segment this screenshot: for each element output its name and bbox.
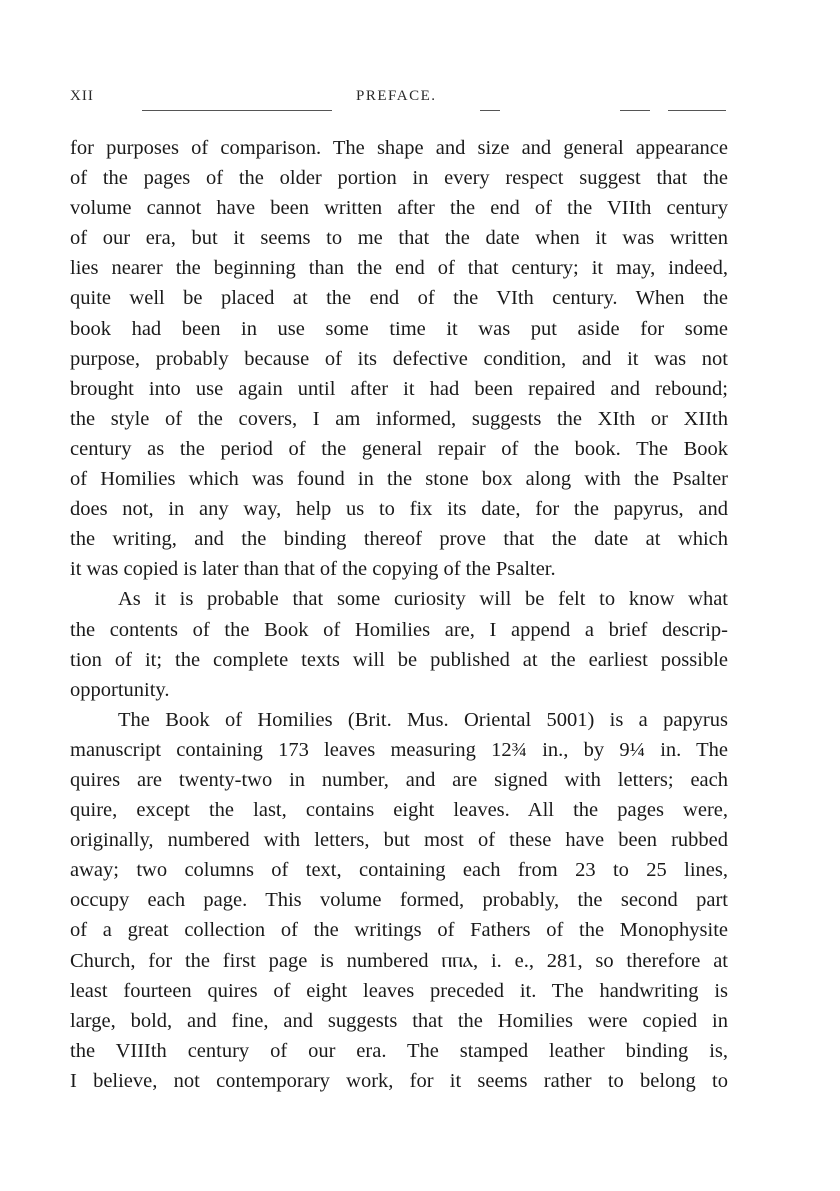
text-line: I believe, not contemporary work, for it seems rather to belong to: [70, 1069, 728, 1092]
text-line: the VIIIth century of our era. The stamped leather binding is,: [70, 1039, 728, 1062]
text-line: occupy each page. This volume formed, probably, the second part: [70, 889, 728, 912]
text-line: quires are twenty-two in number, and are signed with letters; each: [70, 768, 728, 791]
text-line: away; two columns of text, containing each from 23 to 25 lines,: [70, 859, 728, 882]
header-rule-right-3: [668, 110, 726, 111]
text-line: purpose, probably because of its defective condition, and it was not: [70, 347, 728, 370]
page-header: [70, 88, 725, 112]
text-line: of our era, but it seems to me that the date when it was written: [70, 227, 728, 250]
header-rule-left: [142, 110, 332, 111]
text-line: volume cannot have been written after the end of the VIIth century: [70, 197, 728, 220]
text-line: least fourteen quires of eight leaves preceded it. The handwriting is: [70, 979, 728, 1002]
text-line: tion of it; the complete texts will be published at the earliest possible: [70, 648, 728, 671]
text-line: The Book of Homilies (Brit. Mus. Oriental 5001) is a papyrus: [118, 708, 728, 731]
text-line: book had been in use some time it was put aside for some: [70, 317, 728, 340]
text-line: for purposes of comparison. The shape and size and general appearance: [70, 137, 728, 159]
text-line: does not, in any way, help us to fix its date, for the papyrus, and: [70, 498, 728, 521]
header-rule-right-2: [620, 110, 650, 111]
text-line: As it is probable that some curiosity will be felt to know what: [118, 588, 728, 611]
text-line: of a great collection of the writings of Fathers of the Monophysite: [70, 919, 728, 942]
text-line: quite well be placed at the end of the VIth century. When the: [70, 287, 728, 310]
text-line: the contents of the Book of Homilies are, I append a brief descrip-: [70, 618, 728, 641]
body-text: [70, 133, 728, 1096]
header-rule-right-1: [480, 110, 500, 111]
text-line: large, bold, and fine, and suggests that the Homilies were copied in: [70, 1009, 728, 1032]
text-line: the style of the covers, I am informed, suggests the XIth or XIIth: [70, 407, 728, 430]
text-line: of Homilies which was found in the stone box along with the Psalter: [70, 468, 728, 491]
page-number: XII: [70, 88, 94, 104]
text-line: quire, except the last, contains eight leaves. All the pages were,: [70, 799, 728, 822]
text-line: manuscript containing 173 leaves measuring 12¾ in., by 9¼ in. The: [70, 738, 728, 761]
text-line: brought into use again until after it had been repaired and rebound;: [70, 377, 728, 400]
running-head: PREFACE.: [356, 88, 437, 104]
text-line: lies nearer the beginning than the end of that century; it may, indeed,: [70, 257, 728, 280]
text-line: the writing, and the binding thereof prove that the date at which: [70, 528, 728, 551]
text-line: of the pages of the older portion in every respect suggest that the: [70, 167, 728, 190]
text-line: opportunity.: [70, 678, 170, 701]
text-line: it was copied is later than that of the copying of the Psalter.: [70, 558, 556, 581]
text-line: originally, numbered with letters, but most of these have been rubbed: [70, 829, 728, 852]
text-line: century as the period of the general repair of the book. The Book: [70, 437, 728, 460]
text-line: Church, for the first page is numbered ⲡⲡⲁ, i. e., 281, so therefore at: [70, 949, 728, 972]
